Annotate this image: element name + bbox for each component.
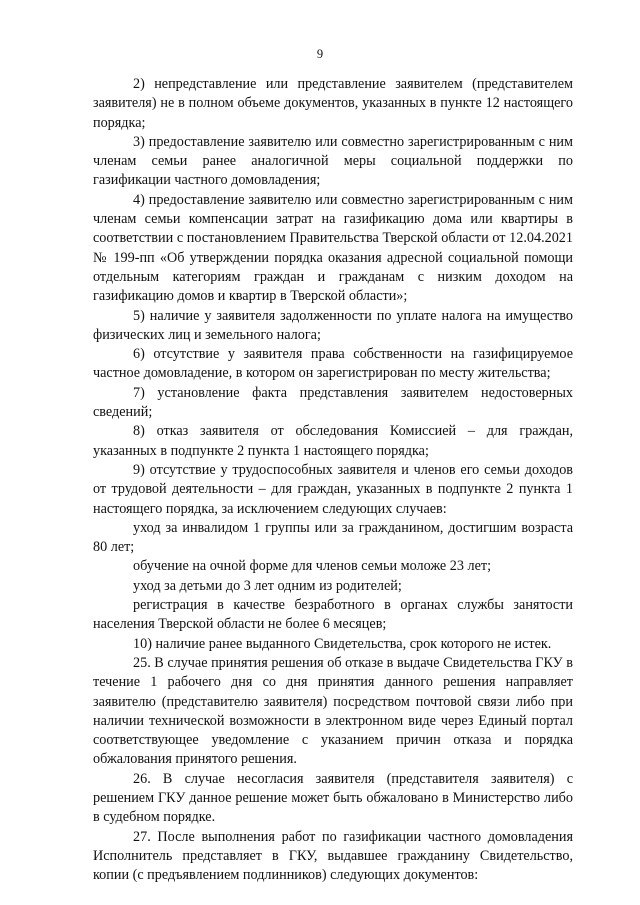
paragraph-clause-26: 26. В случае несогласия заявителя (представителя заявителя) с решением ГКУ данное решение может быть обжаловано в Министерство либо в судебном порядке. xyxy=(93,770,573,826)
paragraph-item-4: 4) предоставление заявителю или совместно зарегистрированным с ним членам семьи компенсации затрат на газификацию дома или квартиры в соответствии с постановлением Правительства Тверской области от 12.04.2021 № 199-пп «Об утверждении порядка оказания адресной социальной помощи отдельным категориям граждан и гражданам с низким доходом на газификацию домов и квартир в Тверской области»; xyxy=(93,191,573,305)
document-body xyxy=(93,75,573,885)
paragraph-item-6: 6) отсутствие у заявителя права собственности на газифицируемое частное домовладение, в котором он зарегистрирован по месту жительства; xyxy=(93,346,573,382)
paragraph-item-5: 5) наличие у заявителя задолженности по уплате налога на имущество физических лиц и земельного налога; xyxy=(93,307,573,343)
paragraph-item-7: 7) установление факта представления заявителем недостоверных сведений; xyxy=(93,384,573,421)
paragraph-item-9: 9) отсутствие у трудоспособных заявителя и членов его семьи доходов от трудовой деятельности – для граждан, указанных в подпункте 2 пункта 1 настоящего порядка, за исключением следующих случаев: xyxy=(93,461,573,517)
paragraph-exception-disabled-care: уход за инвалидом 1 группы или за гражданином, достигшим возраста 80 лет; xyxy=(93,519,573,556)
paragraph-item-10: 10) наличие ранее выданного Свидетельства, срок которого не истек. xyxy=(133,635,552,652)
paragraph-item-8: 8) отказ заявителя от обследования Комиссией – для граждан, указанных в подпункте 2 пункта 1 настоящего порядка; xyxy=(93,423,573,459)
paragraph-clause-27: 27. После выполнения работ по газификации частного домовладения Исполнитель представляет в ГКУ, выдавшее гражданину Свидетельство, копии (с предъявлением подлинников) следующих документов: xyxy=(93,828,573,884)
paragraph-exception-childcare: уход за детьми до 3 лет одним из родителей; xyxy=(133,577,402,594)
paragraph-clause-25: 25. В случае принятия решения об отказе в выдаче Свидетельства ГКУ в течение 1 рабочего дня со дня принятия данного решения направляет заявителю (представителю заявителя) посредством почтовой связи либо при наличии технической возможности в электронном виде через Единый портал соответствующее уведомление с указанием причин отказа и порядка обжалования принятого решения. xyxy=(93,654,573,768)
paragraph-item-2: 2) непредставление или представление заявителем (представителем заявителя) не в полном объеме документов, указанных в пункте 12 настоящего порядка; xyxy=(93,76,573,131)
page-number: 9 xyxy=(316,47,324,61)
paragraph-exception-unemployed: регистрация в качестве безработного в органах службы занятости населения Тверской области не более 6 месяцев; xyxy=(93,597,573,633)
paragraph-exception-education: обучение на очной форме для членов семьи моложе 23 лет; xyxy=(133,558,492,575)
paragraph-item-3: 3) предоставление заявителю или совместно зарегистрированным с ним членам семьи ранее аналогичной меры социальной поддержки по газификации частного домовладения; xyxy=(93,133,573,189)
